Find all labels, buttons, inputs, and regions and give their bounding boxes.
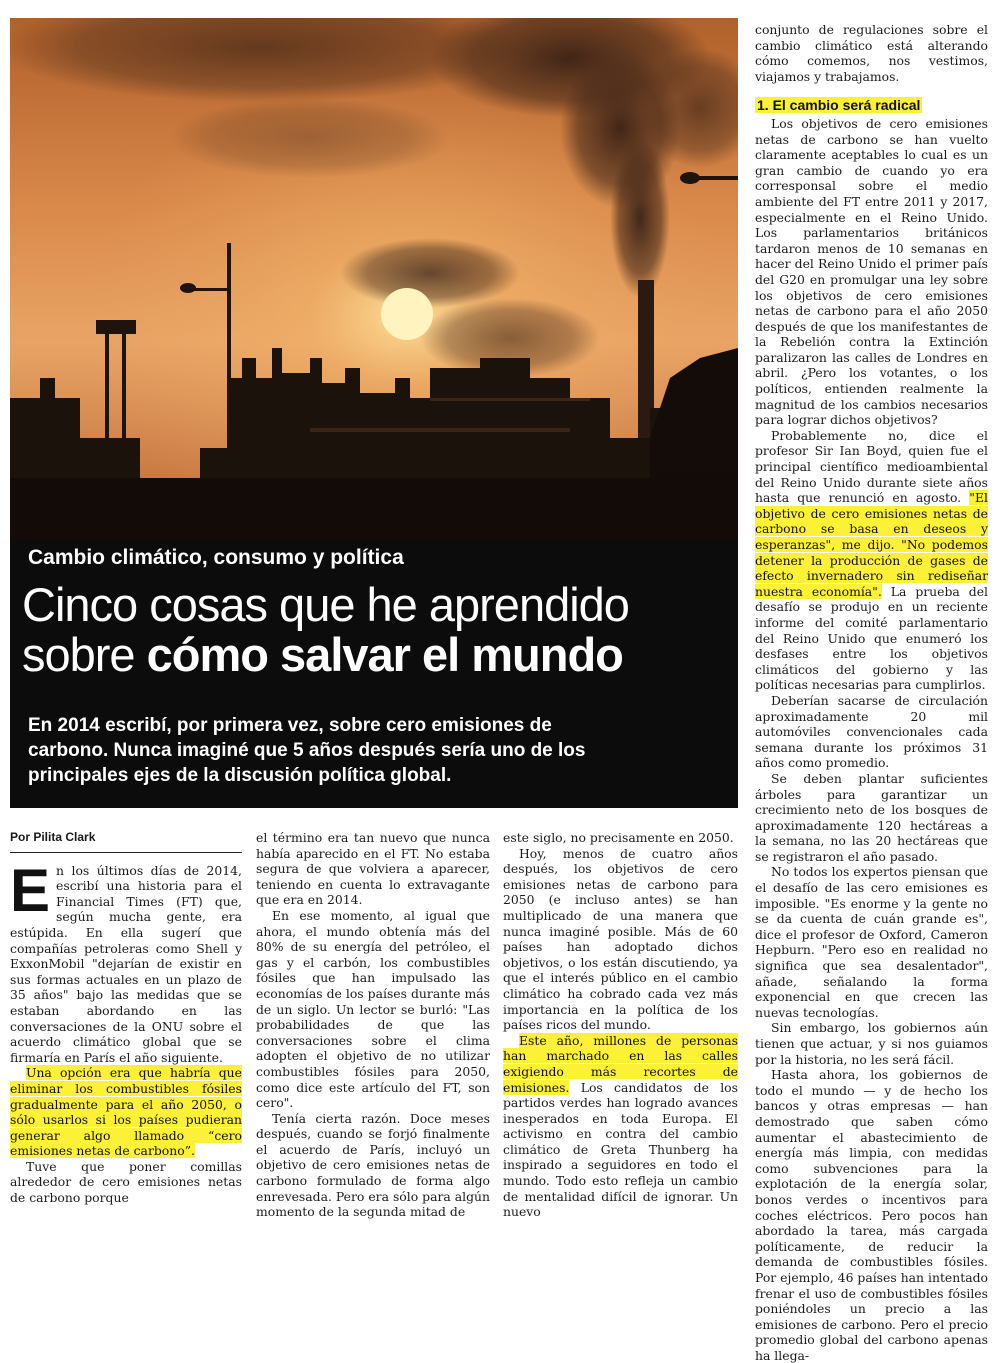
- paragraph: Hoy, menos de cuatro años después, los objetivos de cero emisiones netas de carbono para 2050 (e incluso antes) se han multiplicado de una manera que nunca imaginé posible. Más de 60 países han adoptado dichos objetivos, o los están discutiendo, ya que el interés público en el cambio climático ha cobrado cada vez más importancia en la política de los países ricos del mundo.: [503, 845, 738, 1033]
- hero-photo: [10, 18, 738, 558]
- paragraph-highlighted: [10, 1065, 242, 1159]
- headline-line-1: Cinco cosas que he aprendido: [22, 578, 629, 631]
- paragraph: Los objetivos de cero emisiones netas de carbono se han vuelto claramente aceptables lo cual es un gran cambio de cuando yo era corresponsal sobre el medio ambiente del FT entre 2011 y 2017, especialmente en el Reino Unido. Los parlamentarios británicos tardaron menos de 10 semanas en hacer del Reino Unido el primer país del G20 en promulgar una ley sobre los objetivos de cero emisiones netas de carbono para el año 2050 después de que los manifestantes de la Rebelión contra la Extinción paralizaron las calles de Londres en abril. ¿Pero los votantes, o los políticos, entienden realmente la magnitud de los cambios necesarios para lograr dichos objetivos?: [755, 115, 988, 428]
- paragraph: No todos los expertos piensan que el desafío de las cero emisiones es imposible. "Es enorme y la gente no se da cuenta de cuán grande es", dice el profesor de Oxford, Cameron Hepburn. "Pero eso en realidad no significa que sea desalentador", añade, señalando la forma exponencial en que crecen las nuevas tecnologías.: [755, 864, 988, 1020]
- kicker: Cambio climático, consumo y política: [28, 546, 404, 569]
- paragraph-highlighted: [503, 1033, 738, 1220]
- paragraph: Deberían sacarse de circulación aproximadamente 20 mil automóviles convencionales cada semana durante los próximos 31 años como promedio.: [755, 692, 988, 771]
- paragraph-highlighted: [755, 428, 988, 693]
- paragraph: Se deben plantar suficientes árboles para garantizar un crecimiento neto de los bosques de aproximadamente 120 hectáreas a la semana, no las 20 hectáreas que se registraron el año pasado.: [755, 770, 988, 864]
- article-column-3: [503, 830, 738, 1220]
- dropcap: E: [10, 856, 51, 924]
- byline: Por Pilita Clark: [10, 830, 242, 853]
- headline-line-2-plain: sobre: [22, 628, 147, 681]
- paragraph-text: Los candidatos de los partidos verdes han logrado avances inesperados en toda Europa. El activismo en contra del cambio climático de Greta Thunberg ha inspirado a seguidores en todo el mundo. Todo esto refleja un cambio de mentalidad difícil de ignorar. Un nuevo: [503, 1079, 738, 1220]
- paragraph: el término era tan nuevo que nunca había aparecido en el FT. No estaba segura de que volviera a aparecer, teniendo en cuenta lo extravagante que era en 2014.: [256, 830, 490, 908]
- article-column-2: [256, 830, 490, 1220]
- paragraph: [10, 856, 242, 1066]
- article-column-1: [10, 830, 242, 1206]
- sun: [381, 288, 433, 340]
- paragraph: Sin embargo, los gobiernos aún tienen que actuar, y si nos guiamos por la historia, no les será fácil.: [755, 1020, 988, 1067]
- paragraph: Tuve que poner comillas alrededor de cero emisiones netas de carbono porque: [10, 1158, 242, 1206]
- title-block: [10, 540, 738, 808]
- standfirst: En 2014 escribí, por primera vez, sobre cero emisiones de carbono. Nunca imaginé que 5 años después sería uno de los principales ejes de la discusión política global.: [28, 715, 586, 786]
- highlight: Una opción era que habría que eliminar los combustibles fósiles gradualmente para el año 2050, o sólo usarlos si los países pudieran generar algo llamado “cero emisiones netas de carbono”.: [10, 1065, 242, 1159]
- paragraph: este siglo, no precisamente en 2050.: [503, 830, 734, 845]
- paragraph-text: Probablemente no, dice el profesor Sir Ian Boyd, quien fue el principal científico medioambiental del Reino Unido durante siete años hasta que renunció en agosto.: [755, 427, 988, 506]
- paragraph-text: n los últimos días de 2014, escribí una historia para el Financial Times (FT) que, según mucha gente, era estúpida. En ella sugerí que compañías petroleras como Shell y ExxonMobil "dejarían de existir en sus formas actuales en un plazo de 35 años" bajo las medidas que se estaban abordando en las conversaciones de la ONU sobre el acuerdo climático global que se firmaría en París el año siguiente.: [10, 862, 242, 1065]
- highlight: "El objetivo de cero emisiones netas de carbono se basa en deseos y esperanzas", me dijo. "No podemos detener la producción de gases de efecto invernadero sin rediseñar nuestra economía".: [755, 490, 988, 599]
- subheading: [755, 98, 988, 114]
- subheading-text: 1. El cambio será radical: [757, 97, 921, 114]
- paragraph: Hasta ahora, los gobiernos de todo el mundo — y de hecho los bancos y otras empresas — han demostrado que saben cómo aumentar el abastecimiento de energía más limpia, con medidas como subvenciones para la explotación de la energía solar, bonos verdes o incentivos para coches eléctricos. Pero pocos han abordado la tarea, más cargada políticamente, de reducir la demanda de combustibles fósiles. Por ejemplo, 46 países han intentado frenar el uso de combustibles fósiles poniéndoles un precio a las emisiones de carbono. Pero el precio promedio global del carbono apenas ha llega-: [755, 1067, 988, 1363]
- paragraph: Tenía cierta razón. Doce meses después, cuando se forjó finalmente el acuerdo de París, incluyó un objetivo de cero emisiones netas de carbono formulado de forma algo enrevesada. Pero era sólo para algún momento de la segunda mitad de: [256, 1110, 490, 1220]
- paragraph-text: La prueba del desafío se produjo en un reciente informe del comité parlamentario del Reino Unido que enumeró los desfases entre los objetivos climáticos del gobierno y las políticas necesarias para cumplirlos.: [755, 583, 988, 693]
- industrial-sunset-image: [10, 18, 738, 558]
- headline-line-2: [22, 630, 623, 680]
- paragraph: conjunto de regulaciones sobre el cambio climático está alterando cómo comemos, nos vestimos, viajamos y trabajamos.: [755, 22, 988, 84]
- highlight: Este año, millones de personas han marchado en las calles exigiendo más recortes de emisiones.: [503, 1032, 738, 1095]
- article-column-4: [755, 22, 988, 1363]
- paragraph: En ese momento, al igual que ahora, el mundo obtenía más del 80% de su energía del petróleo, el gas y el carbón, los combustibles fósiles que han impulsado las economías de los países durante más de un siglo. Un lector se burló: "Las probabilidades de que las conversaciones sobre el clima adopten el objetivo de no utilizar combustibles fósiles para 2050, como dice este artículo del FT, son cero".: [256, 907, 490, 1111]
- headline-line-2-bold: cómo salvar el mundo: [146, 628, 623, 681]
